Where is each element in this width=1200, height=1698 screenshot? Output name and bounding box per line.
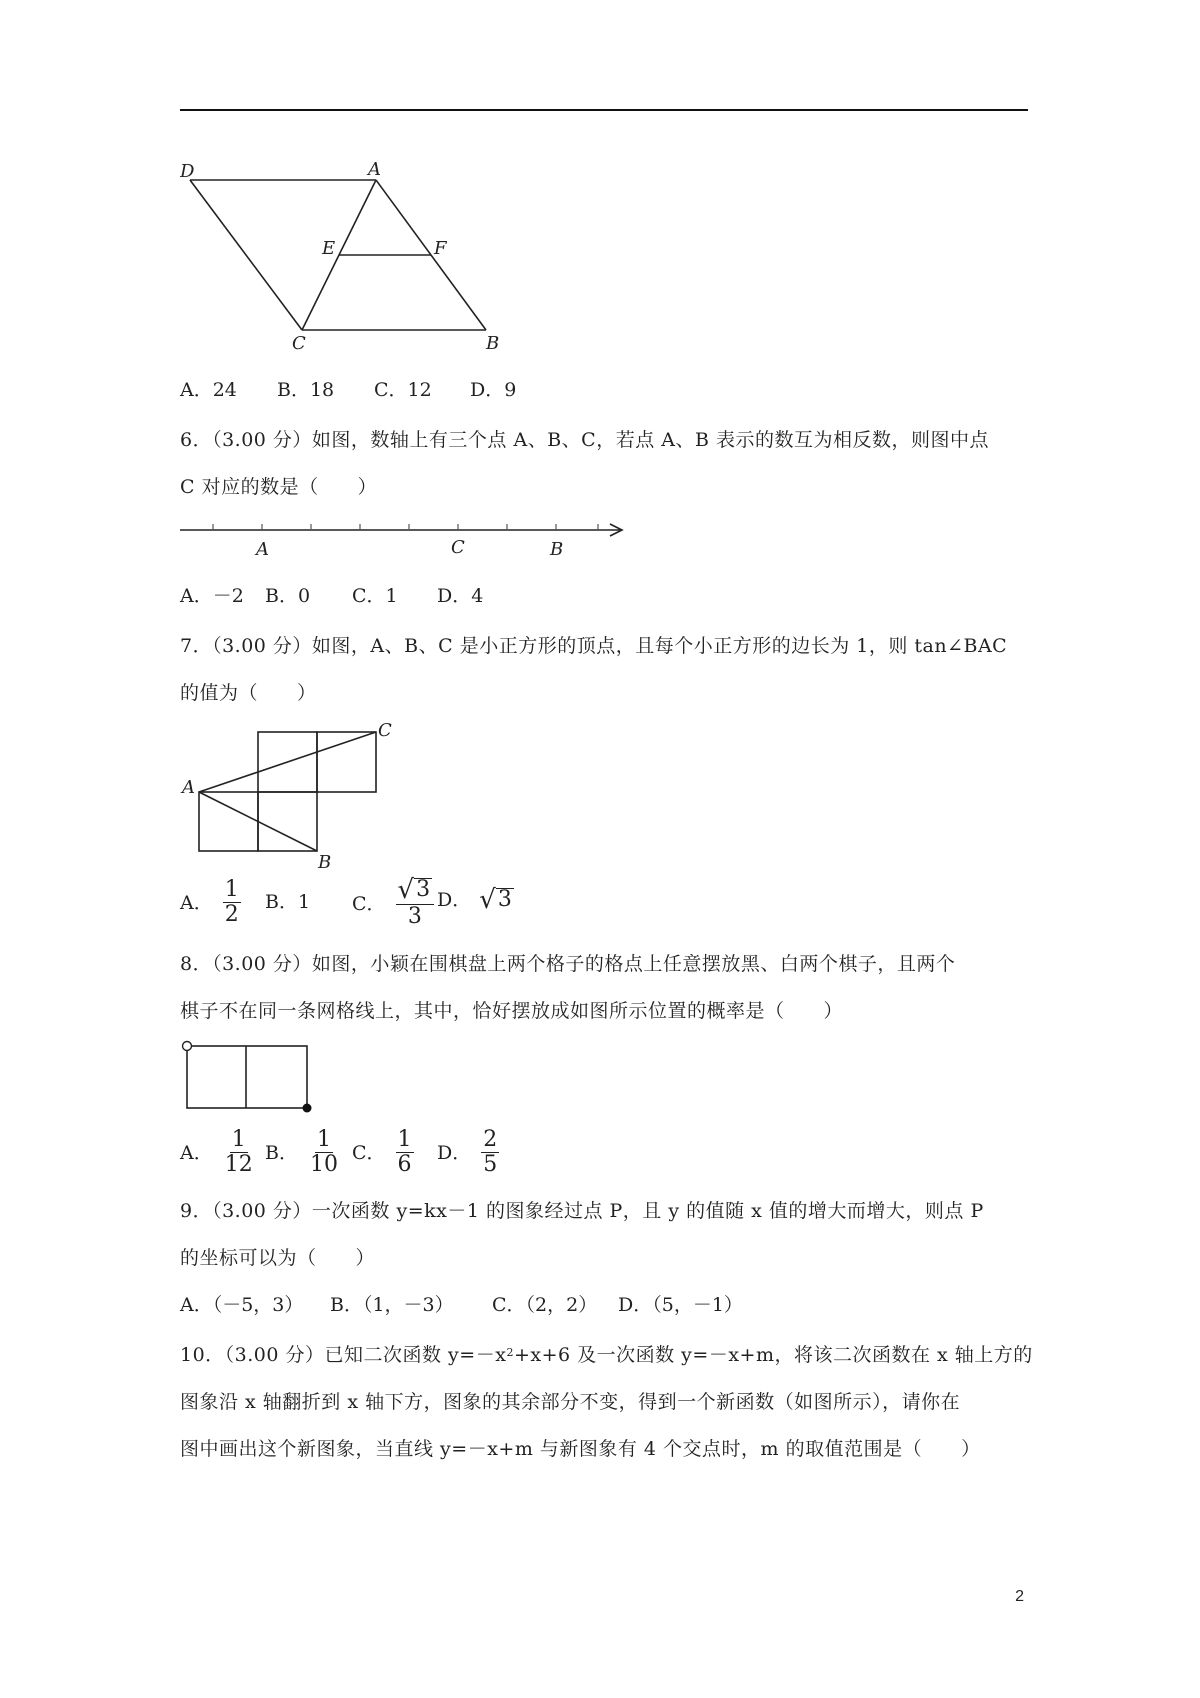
q6-option-d[interactable]: D．4 <box>437 585 484 607</box>
q7-option-a-denominator: 2 <box>224 902 239 927</box>
q7-option-d-sqrt: √ 3 <box>479 885 512 915</box>
q8-option-c-denominator: 6 <box>397 1152 412 1177</box>
q5-option-a[interactable]: A．24 <box>180 379 237 401</box>
q7-option-b[interactable]: B．1 <box>265 891 311 913</box>
q10-question-line3: 图中画出这个新图象，当直线 y=－x+m 与新图象有 4 个交点时，m 的取值范围是（ ） <box>180 1438 981 1460</box>
q7-option-a[interactable] <box>180 878 241 927</box>
q8-option-a-denominator: 12 <box>224 1152 253 1177</box>
q10-line1-superscript: 2 <box>506 1346 514 1359</box>
q7-figure-grid <box>180 718 410 868</box>
q5-option-b[interactable]: B．18 <box>277 379 335 401</box>
q5-label-e: E <box>322 238 336 259</box>
q5-label-a: A <box>368 159 381 180</box>
q9-option-d[interactable]: D．（5，－1） <box>618 1294 743 1316</box>
q8-white-stone <box>183 1042 192 1051</box>
q9-option-b[interactable]: B．（1，－3） <box>330 1294 454 1316</box>
q7-option-d-prefix: D． <box>437 889 472 911</box>
q7-option-c-prefix: C． <box>352 892 386 915</box>
q8-option-c-prefix: C． <box>352 1141 386 1164</box>
q5-figure-parallelogram <box>180 155 510 355</box>
q8-option-d-denominator: 5 <box>483 1152 498 1177</box>
q6-figure-number-line <box>180 515 630 565</box>
q8-option-b-fraction <box>308 1128 340 1177</box>
q5-segment-dc <box>190 180 302 330</box>
q9-option-c[interactable]: C．（2，2） <box>492 1294 598 1316</box>
q8-option-b-prefix: B． <box>265 1141 298 1164</box>
q5-label-f: F <box>434 238 447 259</box>
q5-option-d[interactable]: D．9 <box>470 379 517 401</box>
q10-question-line2: 图象沿 x 轴翻折到 x 轴下方，图象的其余部分不变，得到一个新函数（如图所示），请你在 <box>180 1391 961 1413</box>
q7-label-b: B <box>318 852 332 868</box>
q8-option-a[interactable] <box>180 1128 255 1177</box>
q10-line1-pre: 10．（3.00 分）已知二次函数 y=－x <box>180 1344 507 1366</box>
q6-label-b: B <box>550 539 564 560</box>
q7-option-c-fraction <box>396 875 435 929</box>
q7-option-c-denominator: 3 <box>407 904 422 929</box>
q9-question-line2: 的坐标可以为（ ） <box>180 1247 376 1269</box>
q8-question-line2: 棋子不在同一条网格线上，其中，恰好摆放成如图所示位置的概率是（ ） <box>180 1000 844 1022</box>
q7-label-c: C <box>378 720 392 741</box>
q6-question-line1: 6．（3.00 分）如图，数轴上有三个点 A、B、C，若点 A、B 表示的数互为相反数，则图中点 <box>180 429 989 451</box>
q8-black-stone <box>303 1104 312 1113</box>
q8-option-a-numerator: 1 <box>231 1127 246 1152</box>
q7-option-c[interactable] <box>352 875 434 929</box>
q8-question-line1: 8．（3.00 分）如图，小颖在围棋盘上两个格子的格点上任意摆放黑、白两个棋子，且两个 <box>180 953 956 975</box>
q10-question-line1 <box>180 1343 1033 1367</box>
q7-option-d[interactable] <box>437 885 514 915</box>
q6-label-a: A <box>256 539 269 560</box>
q5-label-b: B <box>486 333 500 354</box>
q10-line1-post: +x+6 及一次函数 y=－x+m，将该二次函数在 x 轴上方的 <box>513 1344 1033 1366</box>
q8-option-a-prefix: A． <box>180 1141 213 1164</box>
q8-option-a-fraction <box>223 1128 255 1177</box>
q8-option-d-prefix: D． <box>437 1141 472 1164</box>
q8-option-c[interactable] <box>352 1128 414 1177</box>
q7-option-a-fraction <box>223 878 241 927</box>
q6-option-c[interactable]: C．1 <box>352 585 398 607</box>
q8-figure-go-board <box>180 1038 320 1118</box>
q7-label-a: A <box>182 777 195 798</box>
q7-option-a-numerator: 1 <box>224 877 239 902</box>
q8-option-d[interactable] <box>437 1128 499 1177</box>
header-rule <box>180 109 1028 111</box>
q5-label-d: D <box>180 161 195 182</box>
q7-segment-ac <box>199 732 376 792</box>
q6-option-b[interactable]: B．0 <box>265 585 311 607</box>
q6-label-c: C <box>451 537 465 558</box>
q8-option-b-numerator: 1 <box>316 1127 331 1152</box>
q6-question-line2: C 对应的数是（ ） <box>180 476 378 498</box>
q8-option-c-fraction <box>396 1128 414 1177</box>
q8-option-d-numerator: 2 <box>483 1127 498 1152</box>
q9-question-line1: 9．（3.00 分）一次函数 y=kx－1 的图象经过点 P，且 y 的值随 x 值的增大而增大，则点 P <box>180 1200 984 1222</box>
q8-option-d-fraction <box>481 1128 499 1177</box>
q7-option-a-prefix: A． <box>180 891 213 914</box>
q9-option-a[interactable]: A．（－5，3） <box>180 1294 304 1316</box>
q5-option-c[interactable]: C．12 <box>374 379 432 401</box>
q7-question-line2: 的值为（ ） <box>180 682 317 704</box>
q8-option-b-denominator: 10 <box>309 1152 338 1177</box>
q7-question-line1: 7．（3.00 分）如图，A、B、C 是小正方形的顶点，且每个小正方形的边长为 1，则 tan∠BAC <box>180 635 1008 657</box>
q8-option-c-numerator: 1 <box>397 1127 412 1152</box>
page-number: 2 <box>1015 1588 1024 1605</box>
q5-label-c: C <box>292 333 306 354</box>
q8-option-b[interactable] <box>265 1128 340 1177</box>
q7-option-c-numerator: √ 3 <box>396 878 435 905</box>
q6-option-a[interactable]: A．－2 <box>180 585 244 607</box>
